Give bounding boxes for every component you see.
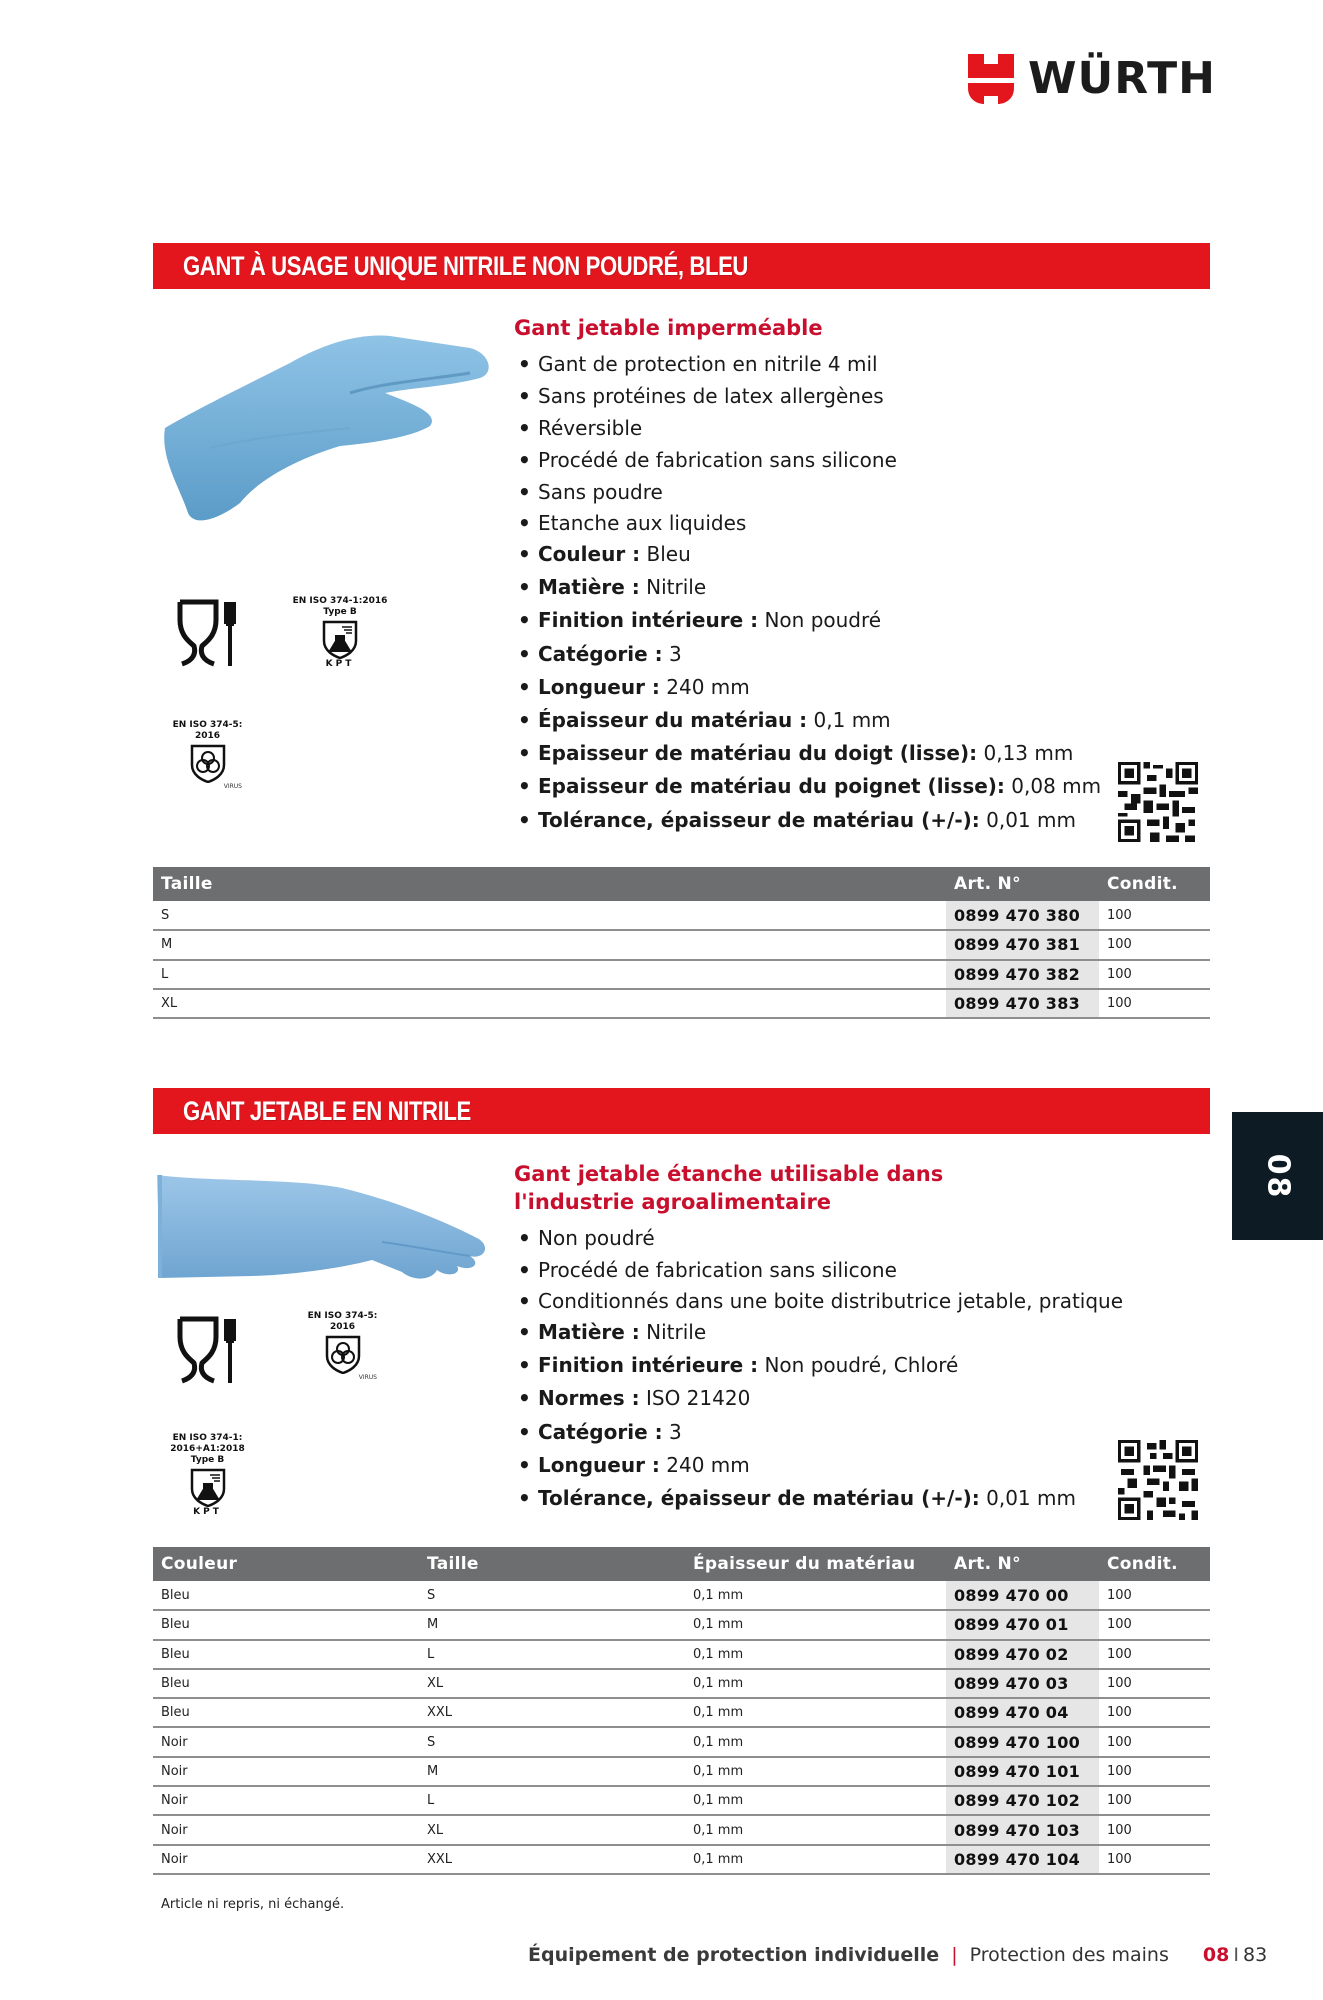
product-2-article-table — [153, 1547, 1210, 1875]
spec-item: • Tolérance, épaisseur de matériau (+/-): 0,01 mm — [514, 1482, 1074, 1515]
wurth-logo — [966, 52, 1216, 106]
page-number: 83 — [1242, 1944, 1268, 1966]
page-footer: Équipement de protection individuelle | Protection des mains 08 I 83 — [528, 1944, 1268, 1966]
table-row: S 0899 470 380 100 — [153, 901, 1210, 930]
table-row: L 0899 470 382 100 — [153, 960, 1210, 989]
table-row: M 0899 470 381 100 — [153, 930, 1210, 959]
blue-nitrile-glove-image — [150, 318, 495, 528]
return-policy-note: Article ni repris, ni échangé. — [161, 1897, 345, 1912]
product-2-subtitle: Gant jetable étanche utilisable dans l'industrie agroalimentaire — [514, 1162, 944, 1214]
table-header-row: Taille Art. N° Condit. — [153, 867, 1210, 901]
qr-code-icon[interactable] — [1118, 762, 1198, 842]
feature-item: • Conditionnés dans une boite distributrice jetable, pratique — [514, 1286, 1074, 1316]
brand-name: WÜRTH — [1028, 53, 1217, 104]
spec-item: • Longueur : 240 mm — [514, 1449, 1074, 1482]
wurth-logo-mark-icon — [966, 52, 1016, 106]
table-row: XL 0899 470 383 100 — [153, 989, 1210, 1018]
spec-item: • Couleur : Bleu — [514, 538, 1101, 571]
feature-item: • Gant de protection en nitrile 4 mil — [514, 348, 1101, 380]
table-row: Noir XL 0,1 mm 0899 470 103 100 — [153, 1815, 1210, 1844]
spec-item: • Catégorie : 3 — [514, 1416, 1074, 1449]
en-iso-374-5-badge: EN ISO 374-5: 2016 VIRUS — [172, 720, 243, 790]
spec-item: • Epaisseur de matériau du poignet (lisse): 0,08 mm — [514, 770, 1101, 803]
feature-item: • Procédé de fabrication sans silicone — [514, 1254, 1074, 1286]
spec-item: • Tolérance, épaisseur de matériau (+/-): 0,01 mm — [514, 804, 1101, 837]
spec-item: • Matière : Nitrile — [514, 571, 1101, 604]
table-row: Noir XXL 0,1 mm 0899 470 104 100 — [153, 1845, 1210, 1874]
table-header-row: Couleur Taille Épaisseur du matériau Art. N° Condit. — [153, 1547, 1210, 1581]
spec-item: • Longueur : 240 mm — [514, 671, 1101, 704]
feature-item: • Procédé de fabrication sans silicone — [514, 444, 1101, 476]
product-2-title: GANT JETABLE EN NITRILE — [183, 1095, 471, 1126]
en-iso-374-1-badge: EN ISO 374-1:2016 Type B KPT — [292, 596, 388, 669]
footer-chapter: 08 — [1202, 1944, 1230, 1966]
product-1-features — [514, 314, 1101, 837]
table-row: Bleu XXL 0,1 mm 0899 470 04 100 — [153, 1698, 1210, 1727]
qr-code-icon[interactable] — [1118, 1440, 1198, 1520]
table-row: Noir S 0,1 mm 0899 470 100 100 — [153, 1727, 1210, 1756]
product-2-features — [514, 1160, 1124, 1515]
feature-item: • Réversible — [514, 412, 1101, 444]
blue-nitrile-glove-image — [152, 1160, 492, 1285]
chemical-flask-shield-icon — [320, 619, 360, 659]
chemical-flask-shield-icon — [188, 1467, 228, 1507]
spec-item: • Finition intérieure : Non poudré — [514, 604, 1101, 637]
en-iso-374-1-badge: EN ISO 374-1: 2016+A1:2018 Type B KPT — [170, 1433, 245, 1517]
biohazard-shield-icon — [324, 1334, 362, 1374]
spec-item: • Épaisseur du matériau : 0,1 mm — [514, 704, 1101, 737]
en-iso-374-5-badge: EN ISO 374-5: 2016 VIRUS — [307, 1311, 378, 1381]
footer-category: Équipement de protection individuelle — [528, 1944, 940, 1966]
table-row: Bleu M 0,1 mm 0899 470 01 100 — [153, 1610, 1210, 1639]
spec-item: • Catégorie : 3 — [514, 638, 1101, 671]
table-row: Bleu S 0,1 mm 0899 470 00 100 — [153, 1581, 1210, 1610]
spec-item: • Matière : Nitrile — [514, 1316, 1074, 1349]
product-1-title: GANT À USAGE UNIQUE NITRILE NON POUDRÉ, BLEU — [183, 250, 749, 281]
table-row: Noir L 0,1 mm 0899 470 102 100 — [153, 1786, 1210, 1815]
food-safe-icon — [176, 598, 238, 670]
table-row: Noir M 0,1 mm 0899 470 101 100 — [153, 1757, 1210, 1786]
table-row: Bleu L 0,1 mm 0899 470 02 100 — [153, 1640, 1210, 1669]
food-safe-icon — [176, 1315, 238, 1387]
table-row: Bleu XL 0,1 mm 0899 470 03 100 — [153, 1669, 1210, 1698]
footer-subcategory: Protection des mains — [969, 1944, 1169, 1966]
feature-item: • Non poudré — [514, 1222, 1074, 1254]
product-1-article-table — [153, 867, 1210, 1019]
chapter-side-tab[interactable]: 08 — [1232, 1112, 1323, 1240]
product-2-title-bar — [153, 1088, 1210, 1134]
biohazard-shield-icon — [189, 743, 227, 783]
product-1-subtitle: Gant jetable imperméable — [514, 316, 823, 340]
product-1-title-bar — [153, 243, 1210, 289]
feature-item: • Sans protéines de latex allergènes — [514, 380, 1101, 412]
feature-item: • Etanche aux liquides — [514, 508, 1101, 538]
feature-item: • Sans poudre — [514, 476, 1101, 508]
spec-item: • Epaisseur de matériau du doigt (lisse): 0,13 mm — [514, 737, 1101, 770]
spec-item: • Normes : ISO 21420 — [514, 1382, 1074, 1415]
spec-item: • Finition intérieure : Non poudré, Chloré — [514, 1349, 1074, 1382]
